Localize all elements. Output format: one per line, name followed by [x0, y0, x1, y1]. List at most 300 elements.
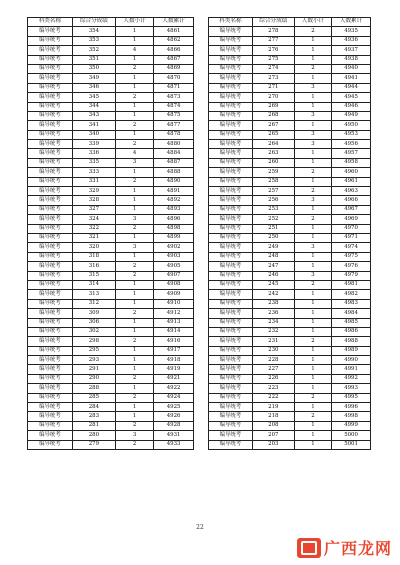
cell-score: 290	[72, 374, 115, 383]
cell-count: 1	[294, 205, 331, 214]
cell-count: 2	[294, 337, 331, 346]
table-row	[209, 440, 371, 449]
table-row	[28, 290, 194, 299]
cell-cumulative: 4898	[154, 224, 194, 233]
cell-cumulative: 4957	[332, 149, 371, 158]
header-cumulative: 人数累计	[154, 18, 194, 27]
cell-count: 1	[294, 403, 331, 412]
table-row	[209, 36, 371, 45]
cell-category: 编导统考	[28, 356, 73, 365]
table-row	[28, 215, 194, 224]
cell-cumulative: 4982	[332, 290, 371, 299]
cell-category: 编导统考	[209, 403, 253, 412]
cell-count: 1	[294, 374, 331, 383]
cell-category: 编导统考	[209, 205, 253, 214]
cell-cumulative: 4950	[332, 121, 371, 130]
cell-score: 231	[252, 337, 294, 346]
cell-cumulative: 4985	[332, 318, 371, 327]
cell-category: 编导统考	[209, 252, 253, 261]
table-row	[209, 187, 371, 196]
table-row	[209, 318, 371, 327]
table-row	[28, 102, 194, 111]
cell-category: 编导统考	[28, 243, 73, 252]
cell-score: 339	[72, 140, 115, 149]
cell-score: 278	[252, 27, 294, 36]
cell-count: 2	[115, 337, 153, 346]
cell-cumulative: 4931	[154, 431, 194, 440]
cell-category: 编导统考	[209, 83, 253, 92]
cell-category: 编导统考	[209, 187, 253, 196]
watermark-text: 广西龙网	[323, 539, 392, 558]
cell-score: 236	[252, 309, 294, 318]
table-row	[28, 262, 194, 271]
cell-count: 1	[294, 290, 331, 299]
cell-score: 318	[72, 252, 115, 261]
header-score: 综合分成绩	[252, 18, 294, 27]
cell-cumulative: 4969	[332, 215, 371, 224]
cell-cumulative: 4880	[154, 140, 194, 149]
cell-count: 1	[115, 130, 153, 139]
table-row	[209, 346, 371, 355]
cell-score: 351	[72, 55, 115, 64]
cell-count: 2	[115, 374, 153, 383]
cell-category: 编导统考	[28, 130, 73, 139]
table-row	[28, 252, 194, 261]
cell-score: 232	[252, 327, 294, 336]
cell-category: 编导统考	[209, 196, 253, 205]
table-row	[209, 158, 371, 167]
cell-score: 320	[72, 243, 115, 252]
cell-cumulative: 4878	[154, 130, 194, 139]
table-row	[209, 356, 371, 365]
cell-category: 编导统考	[209, 55, 253, 64]
cell-score: 340	[72, 130, 115, 139]
cell-score: 288	[72, 384, 115, 393]
table-row	[209, 64, 371, 73]
cell-score: 250	[252, 233, 294, 242]
table-row	[209, 271, 371, 280]
cell-cumulative: 4963	[332, 187, 371, 196]
table-row	[28, 421, 194, 430]
cell-count: 3	[115, 158, 153, 167]
cell-cumulative: 5001	[332, 440, 371, 449]
cell-category: 编导统考	[28, 374, 73, 383]
cell-cumulative: 4918	[154, 356, 194, 365]
table-row	[28, 393, 194, 402]
cell-cumulative: 4925	[154, 403, 194, 412]
table-row	[28, 158, 194, 167]
cell-category: 编导统考	[209, 64, 253, 73]
cell-category: 编导统考	[209, 346, 253, 355]
cell-count: 1	[294, 93, 331, 102]
cell-count: 1	[294, 356, 331, 365]
cell-count: 1	[294, 346, 331, 355]
cell-count: 1	[294, 327, 331, 336]
cell-count: 3	[294, 196, 331, 205]
cell-score: 333	[72, 168, 115, 177]
cell-score: 269	[252, 102, 294, 111]
cell-count: 1	[115, 102, 153, 111]
cell-cumulative: 4912	[154, 309, 194, 318]
cell-category: 编导统考	[209, 337, 253, 346]
table-row	[209, 280, 371, 289]
cell-category: 编导统考	[28, 384, 73, 393]
cell-cumulative: 4922	[154, 384, 194, 393]
cell-cumulative: 4887	[154, 158, 194, 167]
table-row	[28, 196, 194, 205]
cell-cumulative: 4896	[154, 215, 194, 224]
table-header-row	[28, 18, 194, 27]
header-category: 科类名称	[28, 18, 73, 27]
table-row	[28, 55, 194, 64]
table-row	[28, 280, 194, 289]
cell-cumulative: 4936	[332, 36, 371, 45]
cell-score: 321	[72, 233, 115, 242]
cell-count: 1	[294, 102, 331, 111]
table-row	[28, 309, 194, 318]
table-row	[209, 327, 371, 336]
cell-cumulative: 4967	[332, 205, 371, 214]
cell-category: 编导统考	[28, 412, 73, 421]
cell-cumulative: 4944	[332, 83, 371, 92]
cell-category: 编导统考	[209, 102, 253, 111]
table-row	[28, 130, 194, 139]
cell-cumulative: 4870	[154, 74, 194, 83]
cell-cumulative: 4866	[154, 46, 194, 55]
cell-score: 354	[72, 27, 115, 36]
cell-category: 编导统考	[28, 55, 73, 64]
cell-score: 277	[252, 36, 294, 45]
cell-cumulative: 4960	[332, 168, 371, 177]
cell-count: 3	[294, 243, 331, 252]
cell-cumulative: 4935	[332, 27, 371, 36]
cell-count: 2	[115, 309, 153, 318]
score-table-left	[27, 17, 194, 450]
cell-count: 1	[115, 412, 153, 421]
table-row	[209, 168, 371, 177]
cell-count: 2	[294, 412, 331, 421]
cell-count: 2	[115, 177, 153, 186]
cell-score: 203	[252, 440, 294, 449]
cell-count: 1	[294, 309, 331, 318]
cell-cumulative: 4937	[332, 46, 371, 55]
header-category: 科类名称	[209, 18, 253, 27]
cell-count: 1	[115, 384, 153, 393]
cell-category: 编导统考	[28, 149, 73, 158]
cell-cumulative: 4975	[332, 252, 371, 261]
cell-score: 281	[72, 421, 115, 430]
cell-category: 编导统考	[28, 111, 73, 120]
table-row	[209, 224, 371, 233]
cell-score: 341	[72, 121, 115, 130]
table-row	[28, 374, 194, 383]
cell-count: 1	[294, 262, 331, 271]
cell-cumulative: 4941	[332, 74, 371, 83]
table-row	[209, 140, 371, 149]
cell-count: 1	[115, 290, 153, 299]
cell-score: 207	[252, 431, 294, 440]
cell-score: 218	[252, 412, 294, 421]
cell-category: 编导统考	[209, 121, 253, 130]
cell-count: 1	[115, 346, 153, 355]
cell-cumulative: 4908	[154, 280, 194, 289]
table-row	[209, 365, 371, 374]
cell-category: 编导统考	[209, 412, 253, 421]
cell-count: 1	[115, 280, 153, 289]
cell-score: 253	[252, 205, 294, 214]
cell-score: 251	[252, 224, 294, 233]
cell-category: 编导统考	[209, 111, 253, 120]
cell-score: 302	[72, 327, 115, 336]
cell-category: 编导统考	[28, 36, 73, 45]
table-row	[209, 177, 371, 186]
cell-category: 编导统考	[28, 431, 73, 440]
cell-score: 298	[72, 337, 115, 346]
cell-category: 编导统考	[28, 403, 73, 412]
watermark	[297, 536, 392, 559]
cell-cumulative: 4933	[154, 440, 194, 449]
cell-cumulative: 4970	[332, 224, 371, 233]
table-row	[28, 384, 194, 393]
cell-score: 283	[72, 412, 115, 421]
cell-cumulative: 4916	[154, 337, 194, 346]
cell-cumulative: 4891	[154, 187, 194, 196]
header-score: 综合分成绩	[72, 18, 115, 27]
cell-count: 1	[115, 327, 153, 336]
cell-cumulative: 4958	[332, 158, 371, 167]
site-logo-icon	[297, 538, 321, 558]
cell-category: 编导统考	[28, 168, 73, 177]
cell-category: 编导统考	[28, 121, 73, 130]
cell-category: 编导统考	[28, 93, 73, 102]
cell-score: 293	[72, 356, 115, 365]
cell-cumulative: 4910	[154, 299, 194, 308]
cell-count: 2	[115, 421, 153, 430]
cell-cumulative: 4905	[154, 262, 194, 271]
table-row	[28, 27, 194, 36]
cell-category: 编导统考	[209, 168, 253, 177]
cell-category: 编导统考	[28, 318, 73, 327]
cell-category: 编导统考	[209, 318, 253, 327]
cell-count: 2	[115, 440, 153, 449]
cell-score: 246	[252, 271, 294, 280]
cell-category: 编导统考	[28, 365, 73, 374]
cell-score: 322	[72, 224, 115, 233]
table-row	[28, 205, 194, 214]
cell-count: 1	[115, 168, 153, 177]
cell-count: 4	[115, 46, 153, 55]
cell-score: 314	[72, 280, 115, 289]
table-row	[28, 431, 194, 440]
cell-category: 编导统考	[209, 393, 253, 402]
table-row	[209, 130, 371, 139]
cell-count: 1	[294, 36, 331, 45]
cell-category: 编导统考	[209, 262, 253, 271]
cell-cumulative: 4988	[332, 337, 371, 346]
table-row	[28, 365, 194, 374]
cell-score: 257	[252, 187, 294, 196]
cell-cumulative: 4899	[154, 233, 194, 242]
table-row	[209, 290, 371, 299]
table-row	[209, 55, 371, 64]
cell-category: 编导统考	[28, 327, 73, 336]
cell-score: 331	[72, 177, 115, 186]
cell-cumulative: 4989	[332, 346, 371, 355]
cell-score: 316	[72, 262, 115, 271]
cell-count: 2	[115, 224, 153, 233]
cell-category: 编导统考	[209, 224, 253, 233]
table-row	[28, 224, 194, 233]
cell-count: 1	[294, 233, 331, 242]
cell-score: 285	[72, 393, 115, 402]
cell-count: 1	[115, 365, 153, 374]
cell-cumulative: 4877	[154, 121, 194, 130]
cell-category: 编导统考	[209, 233, 253, 242]
cell-count: 1	[294, 299, 331, 308]
cell-count: 2	[115, 262, 153, 271]
cell-score: 275	[252, 55, 294, 64]
cell-count: 1	[294, 252, 331, 261]
cell-cumulative: 4919	[154, 365, 194, 374]
cell-category: 编导统考	[209, 327, 253, 336]
cell-cumulative: 4956	[332, 140, 371, 149]
cell-score: 238	[252, 299, 294, 308]
cell-cumulative: 4984	[332, 309, 371, 318]
cell-score: 306	[72, 318, 115, 327]
table-row	[28, 140, 194, 149]
cell-cumulative: 4974	[332, 243, 371, 252]
cell-score: 270	[252, 93, 294, 102]
cell-count: 2	[294, 27, 331, 36]
cell-count: 3	[115, 215, 153, 224]
cell-score: 276	[252, 46, 294, 55]
cell-category: 编导统考	[209, 74, 253, 83]
table-row	[28, 412, 194, 421]
cell-category: 编导统考	[209, 177, 253, 186]
table-row	[28, 64, 194, 73]
cell-score: 315	[72, 271, 115, 280]
cell-category: 编导统考	[28, 346, 73, 355]
cell-count: 2	[294, 168, 331, 177]
cell-count: 1	[294, 55, 331, 64]
table-row	[28, 149, 194, 158]
cell-cumulative: 4945	[332, 93, 371, 102]
cell-category: 编导统考	[28, 215, 73, 224]
table-row	[209, 431, 371, 440]
cell-cumulative: 4996	[332, 403, 371, 412]
cell-count: 1	[115, 36, 153, 45]
cell-count: 3	[115, 431, 153, 440]
cell-category: 编导统考	[209, 36, 253, 45]
header-count: 人数小计	[115, 18, 153, 27]
cell-cumulative: 4999	[332, 421, 371, 430]
table-row	[209, 111, 371, 120]
cell-cumulative: 4909	[154, 290, 194, 299]
cell-score: 343	[72, 111, 115, 120]
cell-score: 309	[72, 309, 115, 318]
cell-count: 2	[115, 271, 153, 280]
cell-cumulative: 4914	[154, 327, 194, 336]
page-number: 22	[196, 524, 204, 531]
cell-category: 编导统考	[209, 290, 253, 299]
table-row	[28, 356, 194, 365]
cell-cumulative: 4949	[332, 111, 371, 120]
cell-count: 2	[115, 64, 153, 73]
cell-category: 编导统考	[28, 177, 73, 186]
cell-category: 编导统考	[28, 252, 73, 261]
cell-score: 242	[252, 290, 294, 299]
table-row	[209, 262, 371, 271]
cell-category: 编导统考	[28, 64, 73, 73]
cell-category: 编导统考	[28, 271, 73, 280]
cell-count: 3	[294, 140, 331, 149]
cell-score: 280	[72, 431, 115, 440]
cell-category: 编导统考	[209, 140, 253, 149]
cell-category: 编导统考	[28, 205, 73, 214]
table-row	[28, 233, 194, 242]
cell-count: 4	[115, 149, 153, 158]
cell-count: 1	[115, 27, 153, 36]
cell-score: 324	[72, 215, 115, 224]
cell-category: 编导统考	[209, 271, 253, 280]
cell-category: 编导统考	[28, 440, 73, 449]
cell-cumulative: 4874	[154, 102, 194, 111]
cell-count: 3	[294, 271, 331, 280]
cell-count: 3	[294, 83, 331, 92]
cell-count: 2	[294, 280, 331, 289]
cell-count: 1	[115, 55, 153, 64]
cell-cumulative: 4976	[332, 262, 371, 271]
table-row	[209, 121, 371, 130]
cell-score: 248	[252, 252, 294, 261]
table-row	[28, 83, 194, 92]
cell-count: 1	[115, 83, 153, 92]
cell-score: 249	[252, 243, 294, 252]
cell-category: 编导统考	[28, 102, 73, 111]
table-row	[28, 299, 194, 308]
cell-category: 编导统考	[28, 262, 73, 271]
cell-count: 1	[115, 74, 153, 83]
table-row	[28, 36, 194, 45]
cell-cumulative: 4888	[154, 168, 194, 177]
cell-count: 1	[294, 74, 331, 83]
cell-cumulative: 4981	[332, 280, 371, 289]
cell-count: 1	[115, 403, 153, 412]
cell-cumulative: 4928	[154, 421, 194, 430]
table-row	[209, 27, 371, 36]
cell-cumulative: 4966	[332, 196, 371, 205]
cell-score: 256	[252, 196, 294, 205]
cell-count: 3	[294, 111, 331, 120]
cell-score: 313	[72, 290, 115, 299]
cell-score: 346	[72, 83, 115, 92]
cell-cumulative: 4926	[154, 412, 194, 421]
cell-cumulative: 4890	[154, 177, 194, 186]
cell-score: 273	[252, 74, 294, 83]
cell-count: 1	[294, 177, 331, 186]
table-row	[209, 299, 371, 308]
cell-category: 编导统考	[28, 290, 73, 299]
cell-count: 1	[294, 224, 331, 233]
cell-count: 1	[294, 158, 331, 167]
table-row	[28, 403, 194, 412]
cell-score: 353	[72, 36, 115, 45]
cell-count: 1	[115, 252, 153, 261]
cell-score: 350	[72, 64, 115, 73]
cell-category: 编导统考	[209, 365, 253, 374]
cell-score: 258	[252, 177, 294, 186]
cell-cumulative: 4917	[154, 346, 194, 355]
